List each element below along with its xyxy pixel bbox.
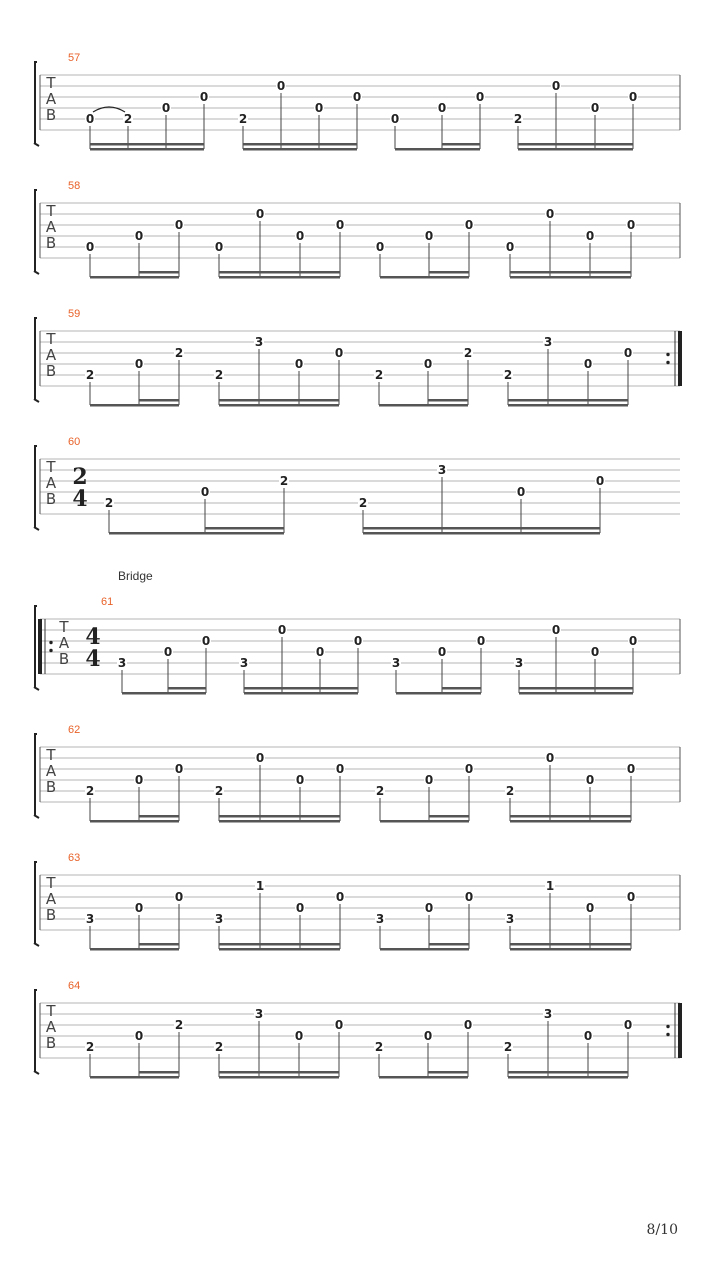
fret-number: 0 <box>585 229 595 243</box>
note-group <box>214 207 345 279</box>
fret-number: 0 <box>276 79 286 93</box>
note-group <box>104 474 289 535</box>
fret-number: 0 <box>545 207 555 221</box>
tab-clef-letter: A <box>45 762 57 780</box>
fret-number: 0 <box>352 90 362 104</box>
fret-number: 0 <box>174 762 184 776</box>
note-group <box>375 762 474 823</box>
beam-primary <box>510 820 631 823</box>
beam-secondary <box>90 143 204 146</box>
tab-system-57 <box>34 52 680 151</box>
beam-primary <box>219 1076 339 1079</box>
tab-system-58 <box>34 180 680 279</box>
fret-number: 2 <box>174 346 184 360</box>
tab-clef-letter: T <box>46 74 56 92</box>
tab-system-61 <box>34 596 680 695</box>
fret-number: 0 <box>464 890 474 904</box>
fret-number: 2 <box>85 784 95 798</box>
system-bracket <box>34 990 39 1074</box>
tab-clef-letter: A <box>45 1018 57 1036</box>
measure-number: 62 <box>68 724 81 736</box>
fret-number: 0 <box>134 229 144 243</box>
tab-clef-letter: B <box>58 650 70 668</box>
note-group <box>374 1018 473 1079</box>
fret-number: 0 <box>199 90 209 104</box>
fret-number: 3 <box>391 656 401 670</box>
note-group <box>239 623 363 695</box>
repeat-dot <box>49 649 52 652</box>
beam-primary <box>109 532 284 535</box>
fret-number: 0 <box>464 218 474 232</box>
note-group <box>503 335 633 407</box>
note-group <box>85 218 184 279</box>
tab-clef-letter: B <box>45 1034 57 1052</box>
note-group <box>390 90 485 151</box>
note-group <box>85 90 209 151</box>
beam-secondary <box>429 815 469 818</box>
beam-primary <box>90 404 179 407</box>
beam-primary <box>518 148 633 151</box>
fret-number: 0 <box>200 485 210 499</box>
repeat-thick-line <box>678 331 682 386</box>
beam-primary <box>219 948 340 951</box>
fret-number: 0 <box>134 357 144 371</box>
note-group <box>117 634 211 695</box>
fret-number: 0 <box>214 240 224 254</box>
tab-clef-letter: B <box>45 234 57 252</box>
note-group <box>513 79 638 151</box>
beam-secondary <box>219 1071 339 1074</box>
note-group <box>85 1018 184 1079</box>
fret-number: 0 <box>590 645 600 659</box>
section-label-bridge: Bridge <box>118 569 153 583</box>
tab-clef-letter: T <box>46 1002 56 1020</box>
repeat-dot <box>666 1033 669 1036</box>
repeat-thick-line <box>38 619 42 674</box>
system-bracket <box>34 190 39 274</box>
beam-secondary <box>510 271 631 274</box>
tab-system-60 <box>34 436 680 535</box>
tab-clef-letter: B <box>45 906 57 924</box>
measure-number: 61 <box>101 596 114 608</box>
tab-system-59 <box>34 308 682 407</box>
fret-number: 0 <box>464 762 474 776</box>
fret-number: 3 <box>514 656 524 670</box>
tab-clef-letter: B <box>45 778 57 796</box>
beam-secondary <box>219 271 340 274</box>
note-group <box>505 751 636 823</box>
repeat-dot <box>49 641 52 644</box>
fret-number: 0 <box>174 218 184 232</box>
measure-number: 60 <box>68 436 81 448</box>
tab-clef-letter: T <box>46 874 56 892</box>
beam-primary <box>379 404 468 407</box>
beam-secondary <box>139 271 179 274</box>
fret-number: 0 <box>315 645 325 659</box>
fret-number: 2 <box>238 112 248 126</box>
beam-primary <box>90 1076 179 1079</box>
fret-number: 0 <box>390 112 400 126</box>
fret-number: 0 <box>590 101 600 115</box>
repeat-dot <box>666 1025 669 1028</box>
beam-secondary <box>429 943 469 946</box>
beam-primary <box>219 276 340 279</box>
fret-number: 2 <box>85 368 95 382</box>
fret-number: 0 <box>437 645 447 659</box>
time-signature-top: 4 <box>85 624 101 650</box>
beam-secondary <box>139 1071 179 1074</box>
fret-number: 2 <box>374 368 384 382</box>
beam-secondary <box>442 143 480 146</box>
note-group <box>238 79 362 151</box>
fret-number: 0 <box>375 240 385 254</box>
note-group <box>85 762 184 823</box>
fret-number: 3 <box>239 656 249 670</box>
fret-number: 0 <box>463 1018 473 1032</box>
fret-number: 3 <box>85 912 95 926</box>
beam-primary <box>519 692 633 695</box>
beam-secondary <box>428 399 468 402</box>
fret-number: 0 <box>551 79 561 93</box>
fret-number: 0 <box>335 218 345 232</box>
beam-primary <box>90 820 179 823</box>
time-signature-top: 2 <box>72 464 88 490</box>
note-group <box>514 623 638 695</box>
fret-number: 1 <box>545 879 555 893</box>
fret-number: 3 <box>254 1007 264 1021</box>
beam-secondary <box>510 943 631 946</box>
tab-clef-letter: A <box>58 634 70 652</box>
fret-number: 0 <box>626 762 636 776</box>
fret-number: 0 <box>583 357 593 371</box>
fret-number: 0 <box>628 90 638 104</box>
fret-number: 0 <box>623 346 633 360</box>
fret-number: 2 <box>505 784 515 798</box>
fret-number: 0 <box>85 240 95 254</box>
fret-number: 0 <box>626 218 636 232</box>
fret-number: 2 <box>104 496 114 510</box>
fret-number: 0 <box>295 773 305 787</box>
measure-number: 63 <box>68 852 81 864</box>
system-bracket <box>34 862 39 946</box>
beam-primary <box>379 1076 468 1079</box>
tab-clef-letter: A <box>45 218 57 236</box>
beam-secondary <box>442 687 481 690</box>
repeat-thick-line <box>678 1003 682 1058</box>
time-signature-bottom: 4 <box>85 646 101 672</box>
note-group <box>505 207 636 279</box>
fret-number: 0 <box>294 1029 304 1043</box>
fret-number: 0 <box>623 1018 633 1032</box>
fret-number: 2 <box>375 784 385 798</box>
fret-number: 0 <box>545 751 555 765</box>
beam-secondary <box>219 943 340 946</box>
note-group <box>214 335 344 407</box>
fret-number: 0 <box>314 101 324 115</box>
fret-number: 0 <box>424 773 434 787</box>
fret-number: 0 <box>551 623 561 637</box>
tab-clef-letter: A <box>45 474 57 492</box>
fret-number: 0 <box>628 634 638 648</box>
page-number: 8/10 <box>646 1222 678 1238</box>
beam-primary <box>90 948 179 951</box>
fret-number: 0 <box>516 485 526 499</box>
fret-number: 0 <box>423 1029 433 1043</box>
beam-primary <box>244 692 358 695</box>
beam-secondary <box>428 1071 468 1074</box>
fret-number: 0 <box>585 773 595 787</box>
fret-number: 0 <box>294 357 304 371</box>
beam-primary <box>396 692 481 695</box>
fret-number: 0 <box>335 762 345 776</box>
beam-primary <box>510 276 631 279</box>
system-bracket <box>34 62 39 146</box>
fret-number: 0 <box>476 634 486 648</box>
tab-clef-letter: A <box>45 890 57 908</box>
fret-number: 3 <box>117 656 127 670</box>
beam-secondary <box>139 399 179 402</box>
repeat-dot <box>666 361 669 364</box>
time-signature-bottom: 4 <box>72 486 88 512</box>
tab-clef-letter: T <box>46 202 56 220</box>
beam-primary <box>508 404 628 407</box>
fret-number: 2 <box>463 346 473 360</box>
measure-number: 64 <box>68 980 81 992</box>
fret-number: 2 <box>374 1040 384 1054</box>
fret-number: 3 <box>543 335 553 349</box>
system-bracket <box>34 734 39 818</box>
fret-number: 0 <box>277 623 287 637</box>
fret-number: 2 <box>513 112 523 126</box>
fret-number: 0 <box>424 901 434 915</box>
note-group <box>85 890 184 951</box>
fret-number: 0 <box>475 90 485 104</box>
tab-system-62 <box>34 724 680 823</box>
fret-number: 2 <box>214 1040 224 1054</box>
beam-primary <box>508 1076 628 1079</box>
fret-number: 0 <box>583 1029 593 1043</box>
fret-number: 3 <box>505 912 515 926</box>
fret-number: 0 <box>295 229 305 243</box>
fret-number: 0 <box>626 890 636 904</box>
measure-number: 57 <box>68 52 81 64</box>
beam-secondary <box>518 143 633 146</box>
tab-clef-letter: T <box>46 458 56 476</box>
beam-secondary <box>510 815 631 818</box>
fret-number: 3 <box>543 1007 553 1021</box>
note-group <box>391 634 486 695</box>
measure-number: 58 <box>68 180 81 192</box>
beam-secondary <box>219 815 340 818</box>
beam-secondary <box>139 815 179 818</box>
fret-number: 0 <box>295 901 305 915</box>
note-group <box>505 879 636 951</box>
beam-secondary <box>244 687 358 690</box>
fret-number: 0 <box>585 901 595 915</box>
beam-secondary <box>508 1071 628 1074</box>
fret-number: 2 <box>174 1018 184 1032</box>
fret-number: 0 <box>437 101 447 115</box>
beam-primary <box>380 948 469 951</box>
fret-number: 0 <box>134 773 144 787</box>
beam-primary <box>219 404 339 407</box>
fret-number: 0 <box>174 890 184 904</box>
note-group <box>85 346 184 407</box>
note-group <box>503 1007 633 1079</box>
beam-secondary <box>243 143 357 146</box>
tab-clef-letter: T <box>59 618 69 636</box>
fret-number: 0 <box>334 346 344 360</box>
note-group <box>214 1007 344 1079</box>
beam-secondary <box>429 271 469 274</box>
fret-number: 2 <box>214 784 224 798</box>
system-bracket <box>34 318 39 402</box>
fret-number: 2 <box>503 368 513 382</box>
fret-number: 2 <box>85 1040 95 1054</box>
beam-primary <box>510 948 631 951</box>
beam-primary <box>219 820 340 823</box>
measure-number: 59 <box>68 308 81 320</box>
fret-number: 1 <box>255 879 265 893</box>
note-group <box>375 890 474 951</box>
beam-primary <box>395 148 480 151</box>
beam-secondary <box>205 527 284 530</box>
beam-primary <box>90 148 204 151</box>
fret-number: 2 <box>358 496 368 510</box>
fret-number: 0 <box>134 1029 144 1043</box>
fret-number: 2 <box>503 1040 513 1054</box>
tab-clef-letter: B <box>45 106 57 124</box>
beam-primary <box>363 532 600 535</box>
tab-clef-letter: B <box>45 490 57 508</box>
fret-number: 0 <box>353 634 363 648</box>
fret-number: 0 <box>595 474 605 488</box>
tab-clef-letter: T <box>46 746 56 764</box>
note-group <box>214 879 345 951</box>
repeat-dot <box>666 353 669 356</box>
fret-number: 0 <box>423 357 433 371</box>
note-group <box>375 218 474 279</box>
note-group <box>358 463 605 535</box>
fret-number: 3 <box>375 912 385 926</box>
fret-number: 0 <box>85 112 95 126</box>
fret-number: 0 <box>201 634 211 648</box>
beam-secondary <box>519 687 633 690</box>
beam-primary <box>90 276 179 279</box>
fret-number: 0 <box>161 101 171 115</box>
system-bracket <box>34 446 39 530</box>
fret-number: 3 <box>254 335 264 349</box>
beam-secondary <box>363 527 600 530</box>
fret-number: 0 <box>335 890 345 904</box>
beam-primary <box>380 820 469 823</box>
fret-number: 0 <box>163 645 173 659</box>
beam-secondary <box>219 399 339 402</box>
fret-number: 2 <box>123 112 133 126</box>
tab-system-63 <box>34 852 680 951</box>
beam-primary <box>380 276 469 279</box>
tab-clef-letter: A <box>45 346 57 364</box>
beam-primary <box>122 692 206 695</box>
beam-primary <box>243 148 357 151</box>
note-group <box>374 346 473 407</box>
tab-clef-letter: A <box>45 90 57 108</box>
tab-system-64 <box>34 980 682 1079</box>
fret-number: 0 <box>255 751 265 765</box>
fret-number: 0 <box>334 1018 344 1032</box>
beam-secondary <box>168 687 206 690</box>
fret-number: 3 <box>437 463 447 477</box>
beam-secondary <box>508 399 628 402</box>
fret-number: 0 <box>255 207 265 221</box>
tab-clef-letter: B <box>45 362 57 380</box>
beam-secondary <box>139 943 179 946</box>
fret-number: 0 <box>424 229 434 243</box>
fret-number: 3 <box>214 912 224 926</box>
tab-clef-letter: T <box>46 330 56 348</box>
fret-number: 2 <box>279 474 289 488</box>
fret-number: 0 <box>505 240 515 254</box>
note-group <box>214 751 345 823</box>
fret-number: 2 <box>214 368 224 382</box>
fret-number: 0 <box>134 901 144 915</box>
